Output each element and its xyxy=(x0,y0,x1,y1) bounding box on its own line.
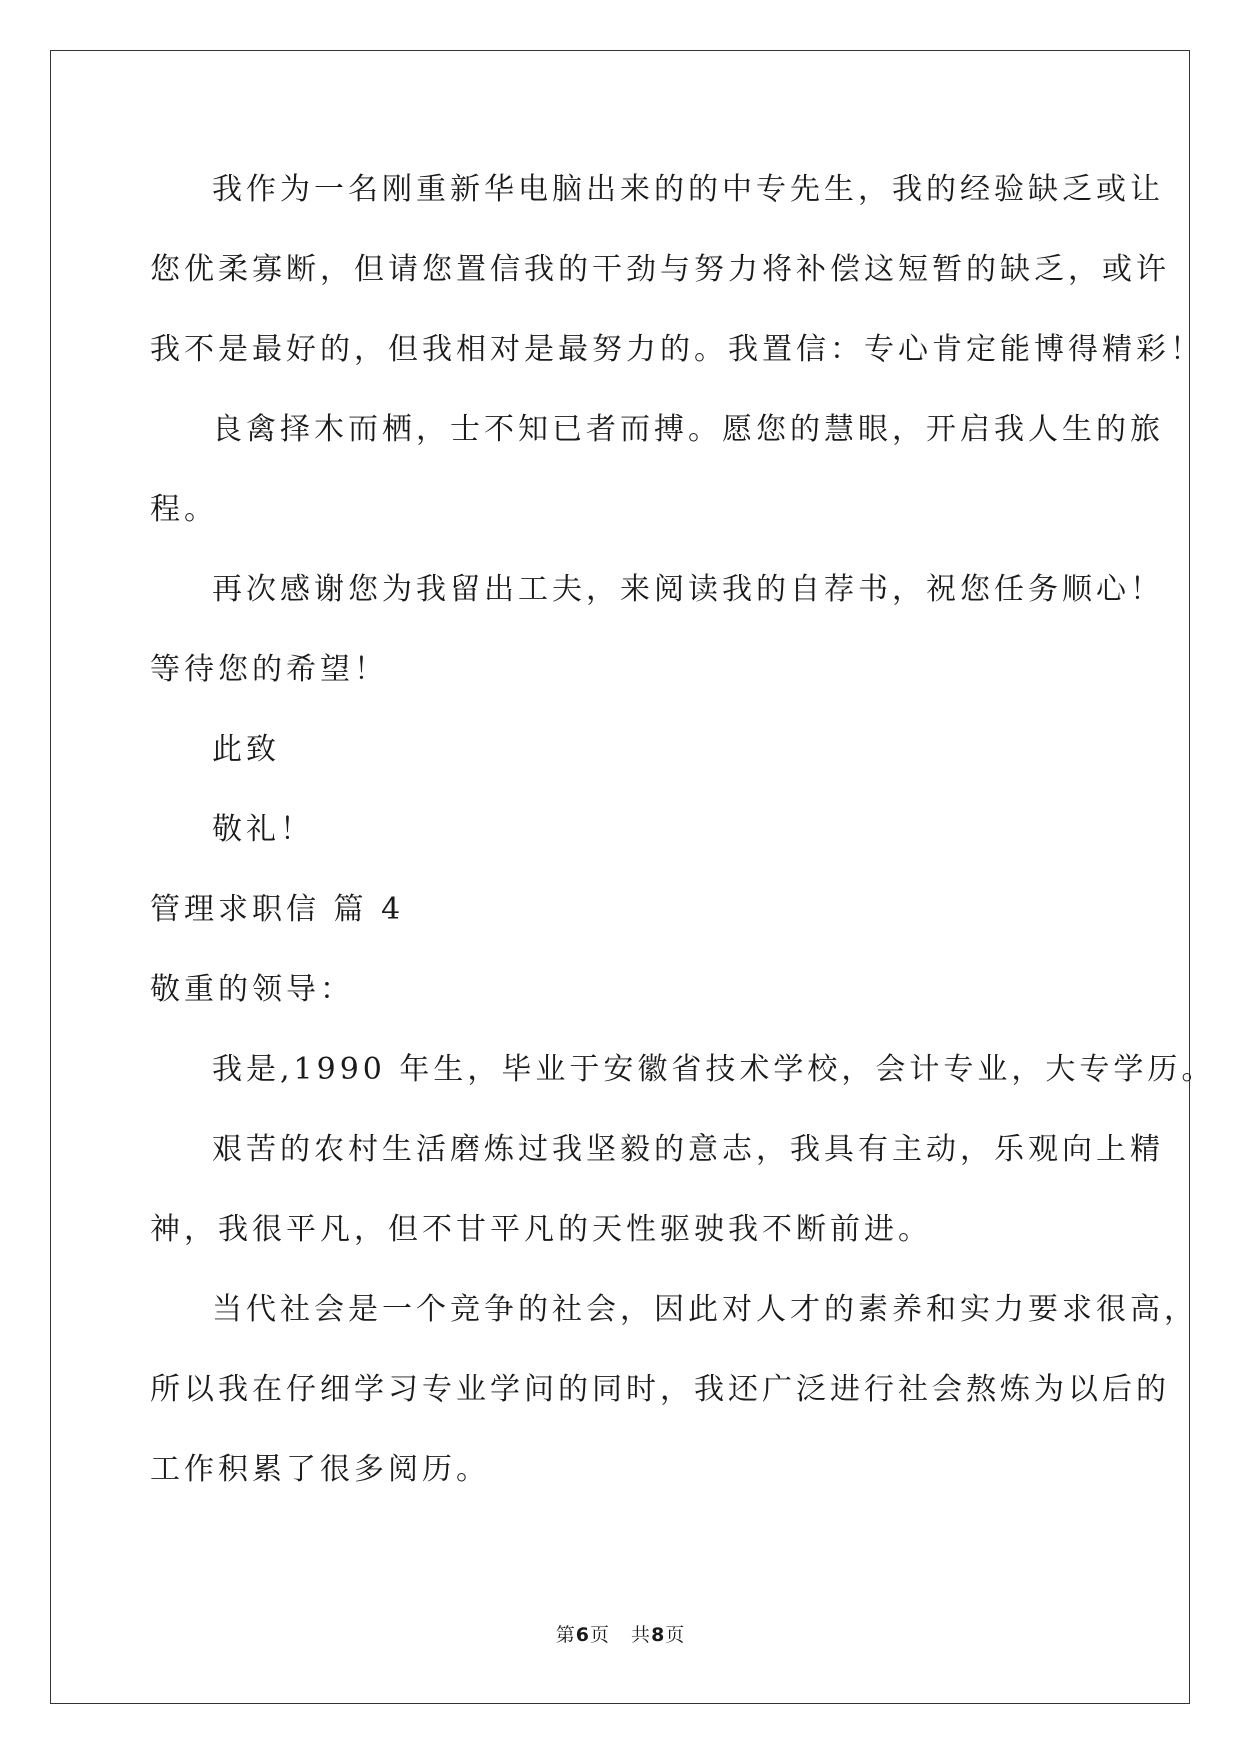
paragraph-line: 我是,1990 年生，毕业于安徽省技术学校，会计专业，大专学历。 xyxy=(212,1052,1216,1087)
paragraph-line: 神，我很平凡，但不甘平凡的天性驱驶我不断前进。 xyxy=(150,1212,932,1247)
paragraph-line: 等待您的希望！ xyxy=(150,652,388,687)
paragraph-line: 工作积累了很多阅历。 xyxy=(150,1452,490,1487)
paragraph-line: 所以我在仔细学习专业学问的同时，我还广泛进行社会熬炼为以后的 xyxy=(150,1372,1170,1407)
page-footer xyxy=(0,1620,1241,1647)
paragraph-line: 艰苦的农村生活磨炼过我坚毅的意志，我具有主动，乐观向上精 xyxy=(212,1132,1164,1167)
letter-greeting: 敬重的领导： xyxy=(150,972,354,1007)
document-body xyxy=(150,160,1216,1520)
paragraph-line: 再次感谢您为我留出工夫，来阅读我的自荐书，祝您任务顺心！ xyxy=(212,572,1164,607)
footer-mid: 页 共 xyxy=(589,1624,652,1646)
current-page-number: 6 xyxy=(575,1624,590,1646)
section-heading: 管理求职信 篇 4 xyxy=(150,892,405,927)
paragraph-line: 我作为一名刚重新华电脑出来的的中专先生，我的经验缺乏或让 xyxy=(212,172,1164,207)
footer-suffix: 页 xyxy=(665,1624,686,1646)
paragraph-line: 当代社会是一个竞争的社会，因此对人才的素养和实力要求很高， xyxy=(212,1292,1198,1327)
footer-prefix: 第 xyxy=(555,1624,576,1646)
closing-regards: 敬礼！ xyxy=(212,812,314,847)
paragraph-line: 我不是最好的，但我相对是最努力的。我置信：专心肯定能博得精彩！ xyxy=(150,332,1204,367)
total-page-number: 8 xyxy=(651,1624,666,1646)
closing-salutation: 此致 xyxy=(212,732,280,767)
paragraph-line: 程。 xyxy=(150,492,218,527)
paragraph-line: 您优柔寡断，但请您置信我的干劲与努力将补偿这短暂的缺乏，或许 xyxy=(150,252,1170,287)
paragraph-line: 良禽择木而栖，士不知已者而搏。愿您的慧眼，开启我人生的旅 xyxy=(212,412,1164,447)
